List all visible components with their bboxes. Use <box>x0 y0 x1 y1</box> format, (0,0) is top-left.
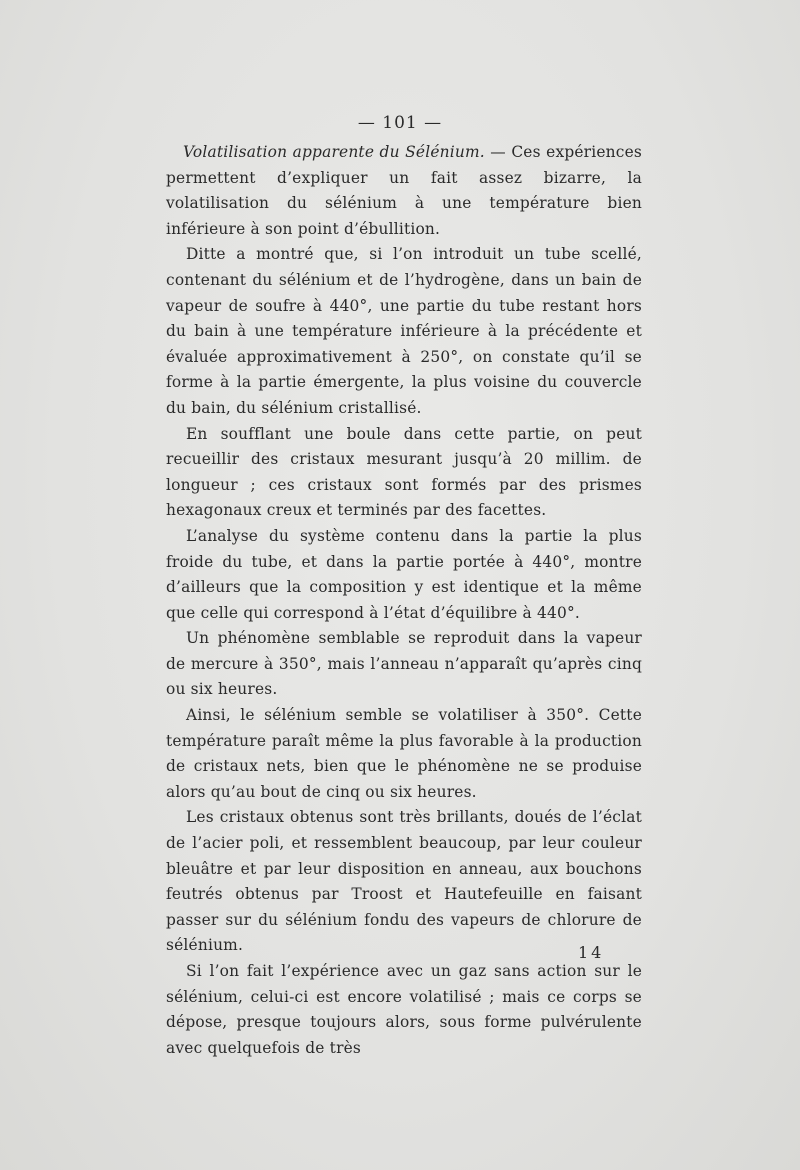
signature-mark: 14 <box>578 943 605 962</box>
paragraph-8: Si l’on fait l’expérience avec un gaz sans action sur le sélénium, celui-ci est encore volatilisé ; mais ce corps se dépose, presque toujours alors, sous forme pulvérulente avec quelquefois de très <box>166 962 642 1057</box>
page-number: — 101 — <box>357 113 443 133</box>
paragraph-6: Ainsi, le sélénium semble se volatiliser à 350°. Cette température paraît même la plus favorable à la production de cristaux nets, bien que le phénomène ne se produise alors qu’au bout de cinq ou six heures. <box>166 706 642 801</box>
paragraph-3: En soufflant une boule dans cette partie, on peut recueillir des cristaux mesurant jusqu’à 20 millim. de longueur ; ces cristaux sont formés par des prismes hexagonaux creux et terminés par des facettes. <box>166 424 642 520</box>
paragraph-1-text: — Ces expériences permettent d’expliquer un fait assez bizarre, la volatilisation du sélénium à une température bien inférieure à son point d’ébullition. <box>166 143 643 238</box>
section-run-in-title: Volatilisation apparente du Sélénium. <box>183 143 485 161</box>
paragraph-1 <box>166 140 642 242</box>
body-text <box>166 140 642 1061</box>
paragraph-4: L’analyse du système contenu dans la partie la plus froide du tube, et dans la partie portée à 440°, montre d’ailleurs que la composition y est identique et la même que celle qui correspond à l’état d’équilibre à 440°. <box>166 526 642 622</box>
paragraph-5: Un phénomène semblable se reproduit dans la vapeur de mercure à 350°, mais l’anneau n’apparaît qu’après cinq ou six heures. <box>166 629 642 699</box>
paragraph-2: Ditte a montré que, si l’on introduit un tube scellé, contenant du sélénium et de l’hydrogène, dans un bain de vapeur de soufre à 440°, une partie du tube restant hors du bain à une température inférieure à la précédente et évaluée approximativement à 250°, on constate qu’il se forme à la partie émergente, la plus voisine du couvercle du bain, du sélénium cristallisé. <box>166 245 642 417</box>
paragraph-7: Les cristaux obtenus sont très brillants, doués de l’éclat de l’acier poli, et ressemblent beaucoup, par leur couleur bleuâtre et par leur disposition en anneau, aux bouchons feutrés obtenus par Troost et Hautefeuille en faisant passer sur du sélénium fondu des vapeurs de chlorure de sélénium. <box>166 808 642 955</box>
